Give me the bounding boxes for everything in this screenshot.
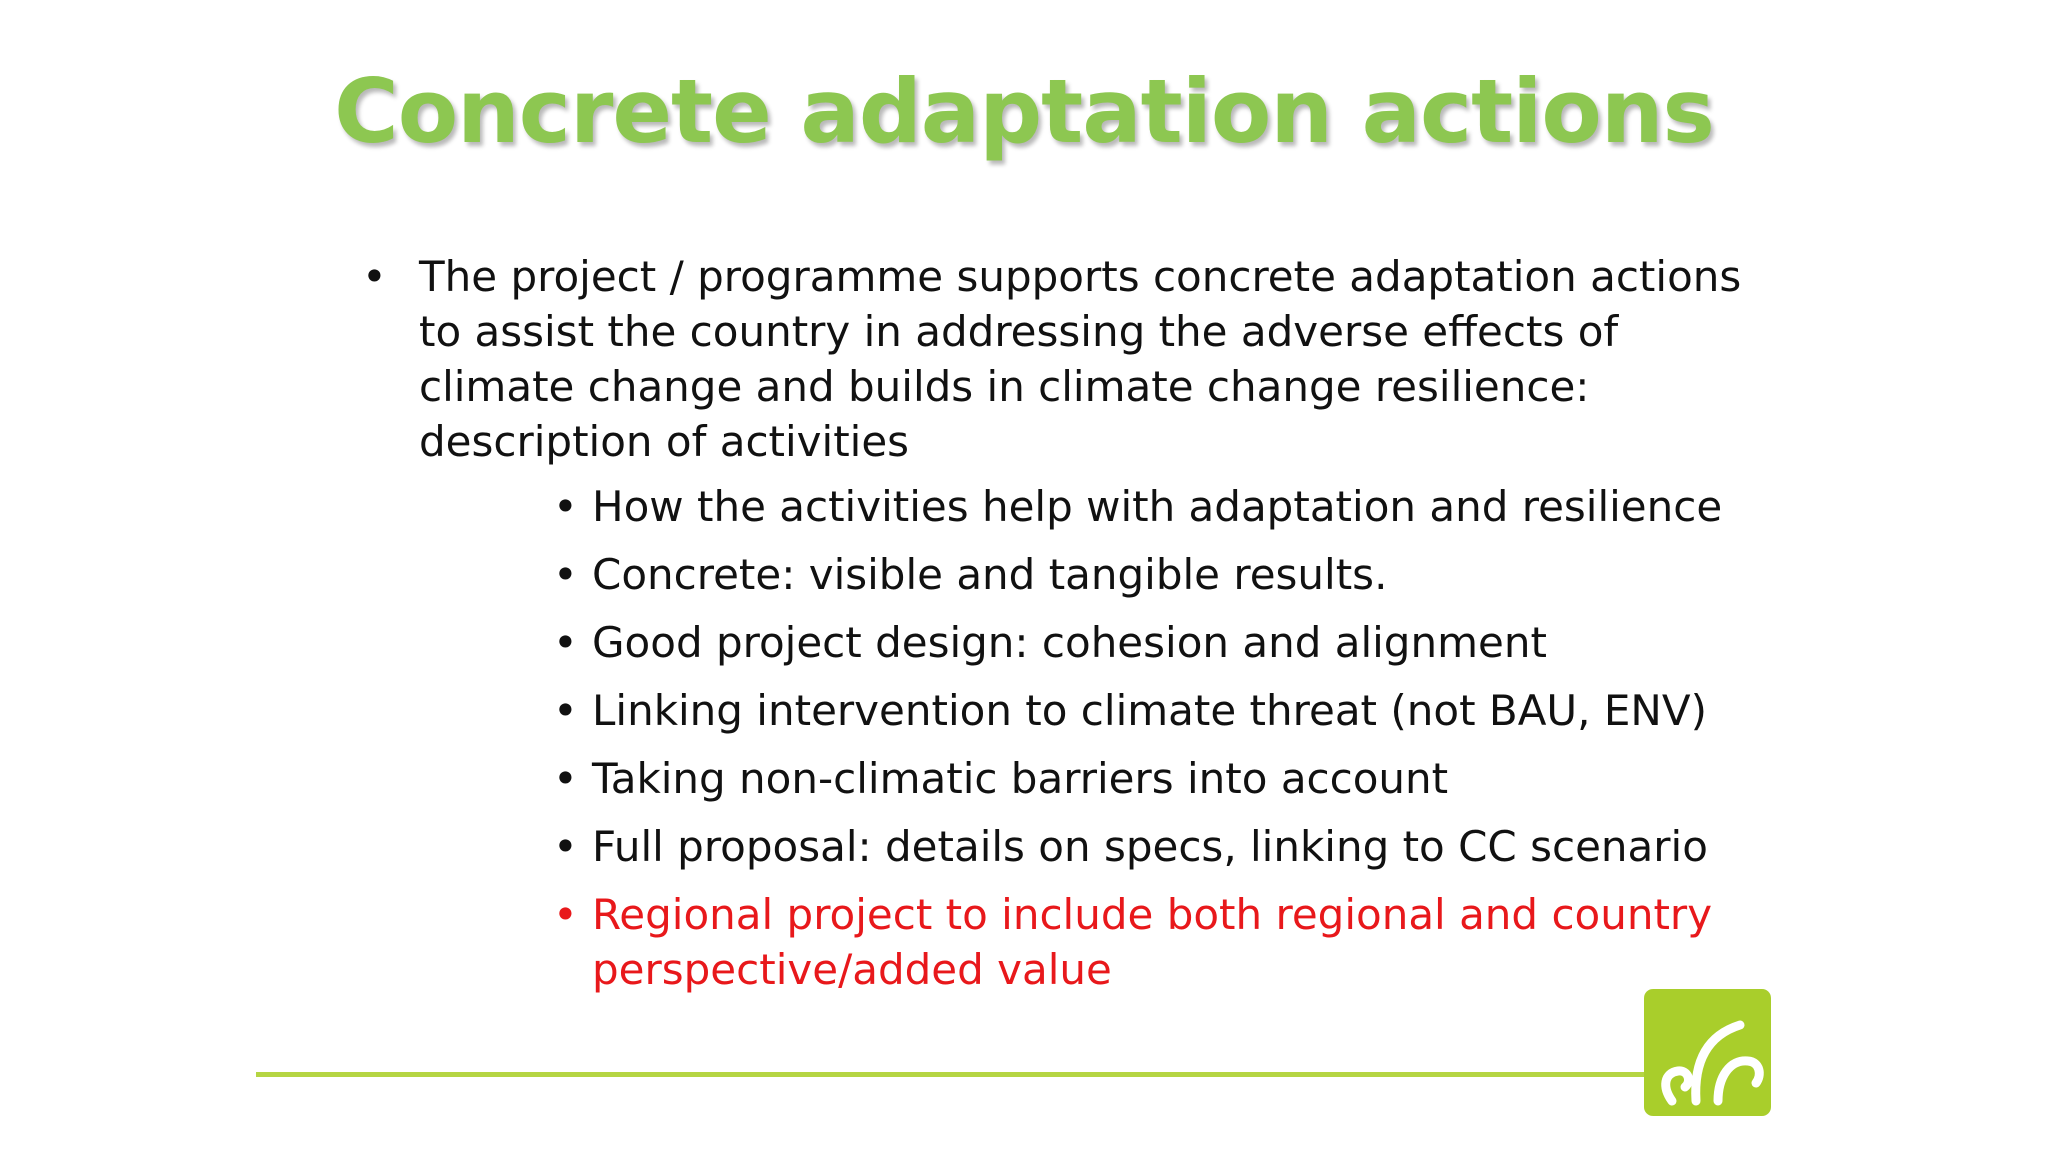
sub-bullet-text: Full proposal: details on specs, linking to CC scenario	[592, 822, 1708, 871]
main-bullet-text: The project / programme supports concrete adaptation actions to assist the country in addressing the adverse effects of climate change and builds in climate change resilience: description of activities	[419, 252, 1742, 466]
sub-bullet-list	[419, 479, 1782, 997]
sub-bullet-text: How the activities help with adaptation and resilience	[592, 482, 1723, 531]
bullet-marker: •	[553, 618, 578, 667]
sub-bullet-text: Concrete: visible and tangible results.	[592, 550, 1388, 599]
footer-divider	[256, 1072, 1648, 1077]
bullet-marker: •	[553, 822, 578, 871]
slide-title: Concrete adaptation actions	[334, 60, 1714, 163]
sub-bullet-item-highlight	[553, 887, 1782, 997]
sub-bullet-item	[553, 479, 1782, 534]
sub-bullet-item	[553, 819, 1782, 874]
sub-bullet-text: Good project design: cohesion and alignment	[592, 618, 1547, 667]
bullet-marker: •	[553, 550, 578, 599]
fountain-logo-graphic	[1644, 989, 1771, 1116]
bullet-marker: •	[553, 890, 578, 939]
bullet-marker: •	[553, 482, 578, 531]
sub-bullet-text: Taking non-climatic barriers into account	[592, 754, 1449, 803]
sub-bullet-item	[553, 547, 1782, 602]
bullet-list	[362, 249, 1782, 1010]
sub-bullet-item	[553, 615, 1782, 670]
bullet-marker: •	[553, 686, 578, 735]
bullet-marker: •	[553, 754, 578, 803]
sub-bullet-item	[553, 683, 1782, 738]
sub-bullet-text: Linking intervention to climate threat (not BAU, ENV)	[592, 686, 1707, 735]
sub-bullet-item	[553, 751, 1782, 806]
bullet-marker: •	[362, 252, 387, 301]
fountain-logo-icon	[1644, 989, 1771, 1116]
main-bullet-item	[362, 249, 1782, 997]
sub-bullet-text: Regional project to include both regional and country perspective/added value	[592, 890, 1713, 994]
